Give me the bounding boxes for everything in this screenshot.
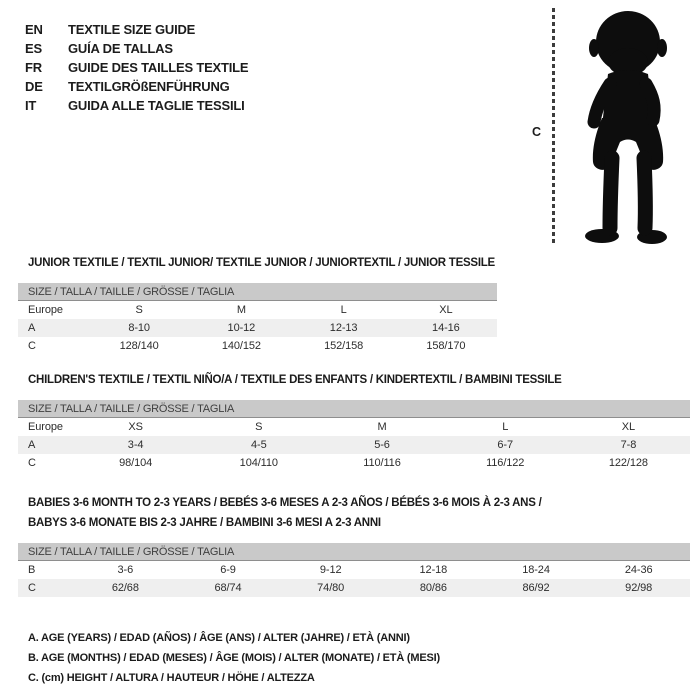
table-row — [18, 579, 690, 597]
table-row — [18, 337, 497, 355]
junior-size-table — [18, 301, 497, 355]
language-row-en — [25, 20, 248, 39]
language-row-fr — [25, 58, 248, 77]
language-title: GUÍA DE TALLAS — [68, 41, 173, 56]
table-cell: 5-6 — [374, 439, 390, 451]
table-cell: 98/104 — [119, 457, 153, 469]
table-cell: 80/86 — [419, 582, 447, 594]
table-cell: 152/158 — [324, 340, 364, 352]
row-label: A — [28, 439, 36, 451]
footnote-height-cm: C. (cm) HEIGHT / ALTURA / HAUTEUR / HÖHE / ALTEZZA — [28, 672, 315, 684]
table-row — [18, 319, 497, 337]
table-cell: 12-18 — [419, 564, 448, 576]
table-row — [18, 418, 690, 436]
row-label: Europe — [28, 304, 63, 316]
table-cell: 122/128 — [608, 457, 648, 469]
babies-size-table — [18, 561, 690, 597]
language-title: TEXTILE SIZE GUIDE — [68, 22, 196, 37]
table-cell: 128/140 — [119, 340, 159, 352]
language-code: FR — [25, 60, 42, 75]
section-title-babies — [28, 493, 542, 533]
language-title: TEXTILGRÖßENFÜHRUNG — [68, 79, 230, 94]
table-cell: M — [377, 421, 387, 433]
table-cell: 6-7 — [497, 439, 514, 451]
row-label: C — [28, 340, 36, 352]
table-cell: 8-10 — [128, 322, 150, 334]
table-cell: S — [255, 421, 263, 433]
table-cell: XL — [439, 304, 453, 316]
language-code: ES — [25, 41, 42, 56]
table-cell: XS — [128, 421, 143, 433]
table-cell: 68/74 — [214, 582, 242, 594]
table-cell: 110/116 — [363, 457, 401, 469]
height-measure-dotted-line — [552, 8, 555, 245]
table-cell: 4-5 — [251, 439, 267, 451]
table-cell: 62/68 — [111, 582, 139, 594]
table-cell: 18-24 — [522, 564, 550, 576]
section-title-junior: JUNIOR TEXTILE / TEXTIL JUNIOR/ TEXTILE JUNIOR / JUNIORTEXTIL / JUNIOR TESSILE — [28, 257, 495, 269]
language-row-it — [25, 96, 248, 115]
language-title: GUIDA ALLE TAGLIE TESSILI — [68, 98, 245, 113]
table-row — [18, 301, 497, 319]
table-cell: M — [236, 304, 246, 316]
children-size-table — [18, 418, 690, 472]
table-cell: 9-12 — [319, 564, 342, 576]
section-title-line2: BABYS 3-6 MONATE BIS 2-3 JAHRE / BAMBINI 3-6 MESI A 2-3 ANNI — [28, 517, 381, 529]
table-cell: 24-36 — [624, 564, 653, 576]
language-code: DE — [25, 79, 43, 94]
table-cell: L — [340, 304, 347, 316]
table-cell: 3-4 — [127, 439, 144, 451]
table-cell: 3-6 — [117, 564, 134, 576]
footnote-age-months: B. AGE (MONTHS) / EDAD (MESES) / ÂGE (MOIS) / ALTER (MONATE) / ETÀ (MESI) — [28, 652, 440, 664]
table-cell: L — [502, 421, 509, 433]
table-cell: 92/98 — [625, 582, 653, 594]
table-cell: 86/92 — [522, 582, 550, 594]
section-title-children: CHILDREN'S TEXTILE / TEXTIL NIÑO/A / TEXTILE DES ENFANTS / KINDERTEXTIL / BAMBINI TESSILE — [28, 374, 562, 386]
size-header-bar: SIZE / TALLA / TAILLE / GRÖSSE / TAGLIA — [18, 400, 690, 418]
height-measure-label: C — [532, 125, 542, 139]
table-row — [18, 454, 690, 472]
table-cell: XL — [621, 421, 636, 433]
size-header-bar: SIZE / TALLA / TAILLE / GRÖSSE / TAGLIA — [18, 283, 497, 301]
language-row-de — [25, 77, 248, 96]
table-cell: 104/110 — [239, 457, 278, 469]
footnote-age-years: A. AGE (YEARS) / EDAD (AÑOS) / ÂGE (ANS) / ALTER (JAHRE) / ETÀ (ANNI) — [28, 632, 410, 644]
language-row-es — [25, 39, 248, 58]
table-cell: 10-12 — [227, 322, 256, 334]
language-list — [25, 20, 248, 115]
row-label: C — [28, 457, 36, 469]
table-cell: 12-13 — [329, 322, 358, 334]
table-cell: 6-9 — [220, 564, 236, 576]
table-cell: 7-8 — [620, 439, 637, 451]
table-cell: 140/152 — [221, 340, 261, 352]
row-label: B — [28, 564, 36, 576]
language-code: IT — [25, 98, 37, 113]
language-code: EN — [25, 22, 43, 37]
footnote-legend — [28, 628, 440, 688]
table-cell: S — [135, 304, 143, 316]
row-label: A — [28, 322, 36, 334]
language-title: GUIDE DES TAILLES TEXTILE — [68, 60, 249, 75]
baby-silhouette-icon — [562, 6, 698, 252]
size-header-bar: SIZE / TALLA / TAILLE / GRÖSSE / TAGLIA — [18, 543, 690, 561]
table-row — [18, 436, 690, 454]
table-cell: 116/122 — [486, 457, 525, 469]
table-cell: 14-16 — [432, 322, 460, 334]
table-row — [18, 561, 690, 579]
section-title-line1: BABIES 3-6 MONTH TO 2-3 YEARS / BEBÉS 3-6 MESES A 2-3 AÑOS / BÉBÉS 3-6 MOIS À 2-3 ANS / — [28, 497, 542, 509]
row-label: C — [28, 582, 36, 594]
row-label: Europe — [28, 421, 63, 433]
table-cell: 74/80 — [317, 582, 345, 594]
table-cell: 158/170 — [426, 340, 466, 352]
